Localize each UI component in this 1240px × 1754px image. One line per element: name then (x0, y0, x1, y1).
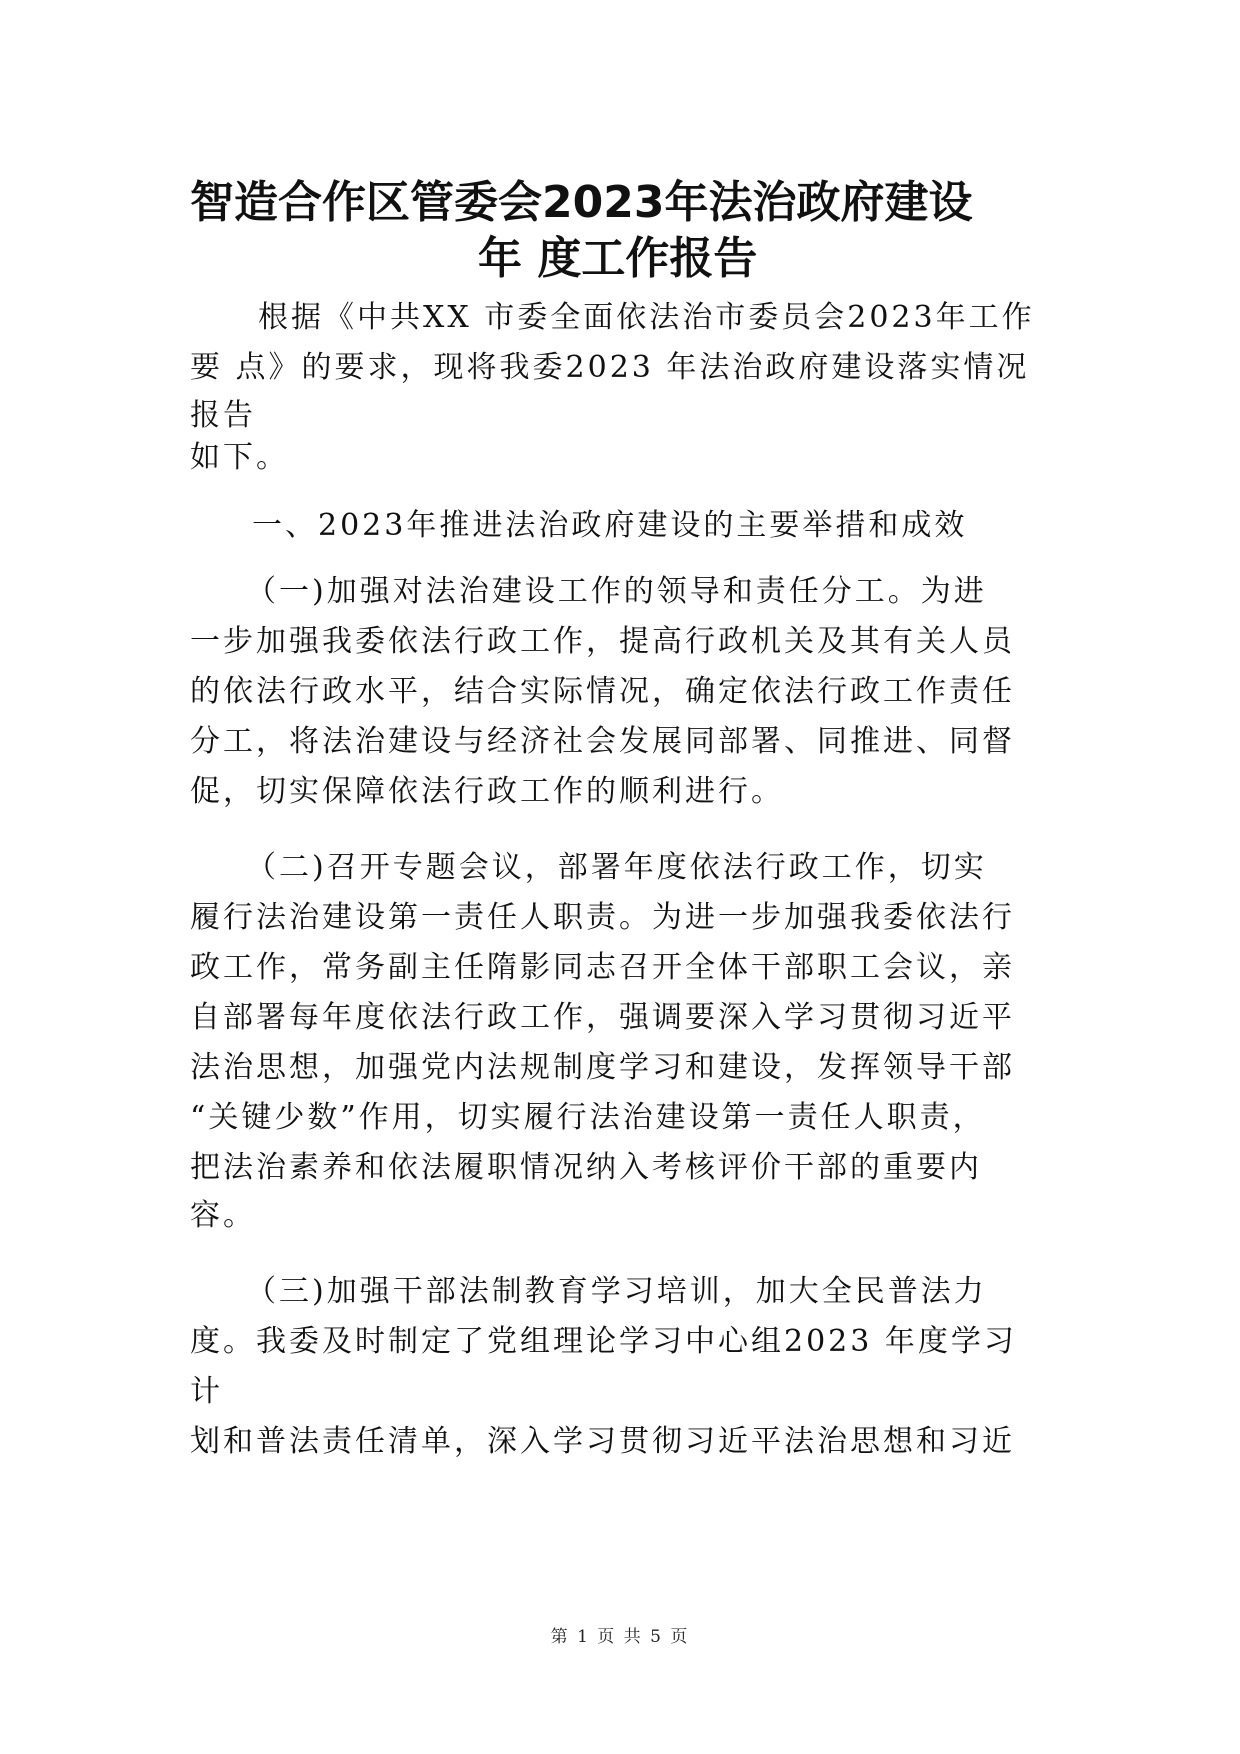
paragraph-line: 根据《中共XX 市委全面依法治市委员会2023年工作 (258, 300, 1035, 335)
paragraph-line: 履行法治建设第一责任人职责。为进一步加强我委依法行 (190, 900, 1015, 935)
paragraph-line: “关键少数”作用，切实履行法治建设第一责任人职责， (190, 1100, 986, 1135)
paragraph-line: 容。 (190, 1198, 256, 1233)
paragraph-line: 如下。 (190, 440, 289, 475)
paragraph-line: 要 点》的要求，现将我委2023 年法治政府建设落实情况 (190, 350, 1030, 385)
paragraph-line: 一步加强我委依法行政工作，提高行政机关及其有关人员 (190, 624, 1015, 659)
paragraph-line: 自部署每年度依法行政工作，强调要深入学习贯彻习近平 (190, 1000, 1015, 1035)
paragraph-line: 促，切实保障依法行政工作的顺利进行。 (190, 774, 784, 809)
paragraph-line: 的依法行政水平，结合实际情况，确定依法行政工作责任 (190, 674, 1015, 709)
page-number-footer: 第 1 页 共 5 页 (550, 1627, 690, 1647)
paragraph-line: 法治思想，加强党内法规制度学习和建设，发挥领导干部 (190, 1050, 1015, 1085)
paragraph-line: 分工，将法治建设与经济社会发展同部署、同推进、同督 (190, 724, 1015, 759)
paragraph-line: （三)加强干部法制教育学习培训，加大全民普法力 (246, 1274, 987, 1309)
paragraph-line: 计 (190, 1374, 223, 1409)
section-heading: 一、2023年推进法治政府建设的主要举措和成效 (252, 508, 968, 543)
paragraph-line: 度。我委及时制定了党组理论学习中心组2023 年度学习 (190, 1324, 1017, 1359)
document-title-line-1: 智造合作区管委会2023年法治政府建设 (190, 177, 973, 228)
paragraph-line: 划和普法责任清单，深入学习贯彻习近平法治思想和习近 (190, 1424, 1015, 1459)
paragraph-line: （一)加强对法治建设工作的领导和责任分工。为进 (246, 574, 987, 609)
paragraph-line: 报告 (190, 398, 256, 433)
document-title-line-2: 年 度工作报告 (478, 233, 758, 284)
paragraph-line: 把法治素养和依法履职情况纳入考核评价干部的重要内 (190, 1150, 982, 1185)
paragraph-line: 政工作，常务副主任隋影同志召开全体干部职工会议，亲 (190, 950, 1015, 985)
paragraph-line: （二)召开专题会议，部署年度依法行政工作，切实 (246, 850, 987, 885)
